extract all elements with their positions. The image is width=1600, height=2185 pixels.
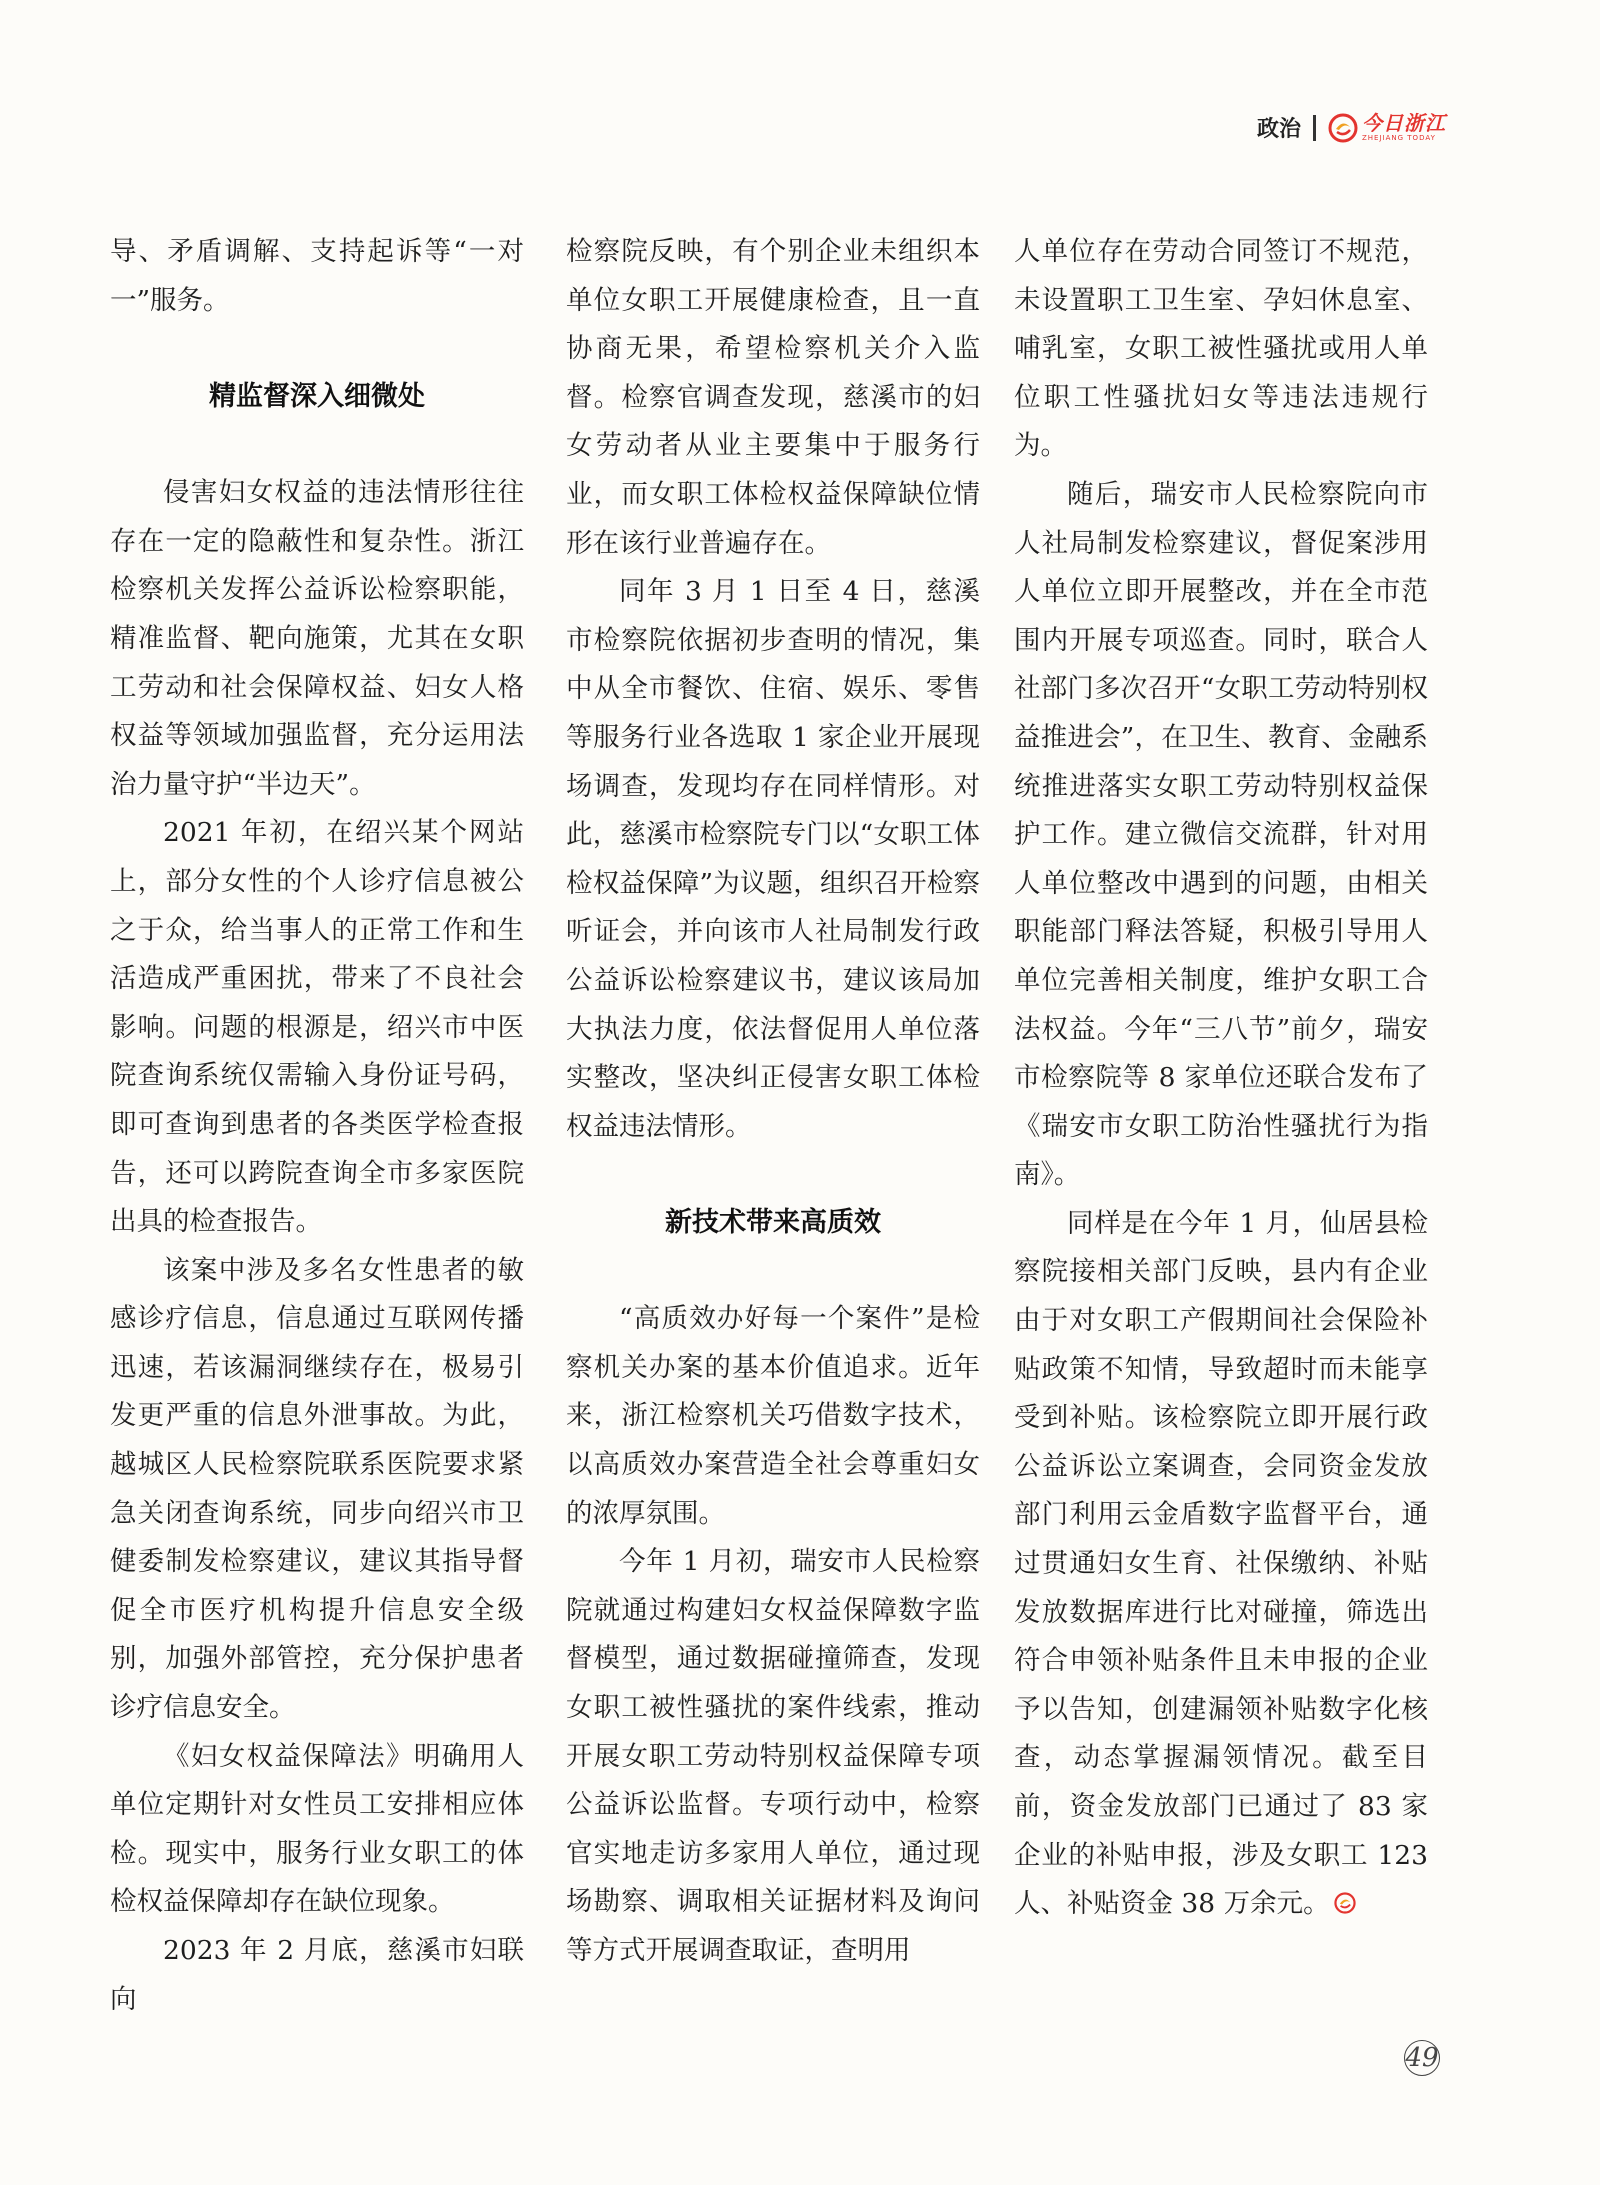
paragraph: 2021 年初，在绍兴某个网站上，部分女性的个人诊疗信息被公之于众，给当事人的正常工作和生活造成严重困扰，带来了不良社会影响。问题的根源是，绍兴市中医院查询系统仅需输入身份证号码，即可查询到患者的各类医学检查报告，还可以跨院查询全市多家医院出具的检查报告。 xyxy=(110,817,524,1238)
column-3 xyxy=(1014,228,1428,1929)
page-number: 49 xyxy=(1404,2040,1440,2076)
column-2 xyxy=(566,228,980,1976)
logo-english-text: ZHEJIANG TODAY xyxy=(1362,134,1436,142)
paragraph: 《妇女权益保障法》明确用人单位定期针对女性员工安排相应体检。现实中，服务行业女职工的体检权益保障却存在缺位现象。 xyxy=(110,1740,524,1918)
paragraph: 今年 1 月初，瑞安市人民检察院就通过构建妇女权益保障数字监督模型，通过数据碰撞筛查，发现女职工被性骚扰的案件线索，推动开展女职工劳动特别权益保障专项公益诉讼监督。专项行动中，检察官实地走访多家用人单位，通过现场勘察、调取相关证据材料及询问等方式开展调查取证，查明用 xyxy=(566,1546,980,1966)
paragraph: 人单位存在劳动合同签订不规范，未设置职工卫生室、孕妇休息室、哺乳室，女职工被性骚扰或用人单位职工性骚扰妇女等违法违规行为。 xyxy=(1014,236,1428,462)
subheading: 新技术带来高质效 xyxy=(665,1207,881,1239)
header-divider xyxy=(1313,115,1316,141)
column-1 xyxy=(110,228,524,2024)
subheading: 精监督深入细微处 xyxy=(209,381,425,413)
logo-chinese-text: 今日浙江 xyxy=(1362,111,1446,135)
paragraph: 2023 年 2 月底，慈溪市妇联向 xyxy=(110,1935,524,2015)
paragraph: 导、矛盾调解、支持起诉等“一对一”服务。 xyxy=(110,236,524,316)
paragraph-last xyxy=(1014,1200,1428,1929)
paragraph: 随后，瑞安市人民检察院向市人社局制发检察建议，督促案涉用人单位立即开展整改，并在全市范围内开展专项巡查。同时，联合人社部门多次召开“女职工劳动特别权益推进会”，在卫生、教育、金融系统推进落实女职工劳动特别权益保护工作。建立微信交流群，针对用人单位整改中遇到的问题，由相关职能部门释法答疑，积极引导用人单位完善相关制度，维护女职工合法权益。今年“三八节”前夕，瑞安市检察院等 8 家单位还联合发布了《瑞安市女职工防治性骚扰行为指南》。 xyxy=(1014,478,1428,1191)
paragraph: “高质效办好每一个案件”是检察机关办案的基本价值追求。近年来，浙江检察机关巧借数字技术，以高质效办案营造全社会尊重妇女的浓厚氛围。 xyxy=(566,1303,980,1529)
logo-swirl-icon xyxy=(1328,113,1358,143)
paragraph: 同年 3 月 1 日至 4 日，慈溪市检察院依据初步查明的情况，集中从全市餐饮、住宿、娱乐、零售等服务行业各选取 1 家企业开展现场调查，发现均存在同样情形。对此，慈溪市检察院专门以“女职工体检权益保障”为议题，组织召开检察听证会，并向该市人社局制发行政公益诉讼检察建议书，建议该局加大执法力度，依法督促用人单位落实整改，坚决纠正侵害女职工体检权益违法情形。 xyxy=(566,576,980,1142)
paragraph-text: 同样是在今年 1 月，仙居县检察院接相关部门反映，县内有企业由于对女职工产假期间社会保险补贴政策不知情，导致超时而未能享受到补贴。该检察院立即开展行政公益诉讼立案调查，会同资金发放部门利用云金盾数字监督平台，通过贯通妇女生育、社保缴纳、补贴发放数据库进行比对碰撞，筛选出符合申领补贴条件且未申报的企业予以告知，创建漏领补贴数字化核查，动态掌握漏领情况。截至目前，资金发放部门已通过了 83 家企业的补贴申报，涉及女职工 123 人、补贴资金 38 万余元。 xyxy=(1014,1207,1428,1920)
end-mark-icon xyxy=(1334,1892,1356,1914)
paragraph: 检察院反映，有个别企业未组织本单位女职工开展健康检查，且一直协商无果，希望检察机关介入监督。检察官调查发现，慈溪市的妇女劳动者从业主要集中于服务行业，而女职工体检权益保障缺位情形在该行业普遍存在。 xyxy=(566,236,980,559)
page-header xyxy=(1257,112,1446,143)
magazine-logo xyxy=(1328,113,1446,143)
section-label: 政治 xyxy=(1256,117,1301,142)
paragraph: 该案中涉及多名女性患者的敏感诊疗信息，信息通过互联网传播迅速，若该漏洞继续存在，极易引发更严重的信息外泄事故。为此，越城区人民检察院联系医院要求紧急关闭查询系统，同步向绍兴市卫健委制发检察建议，建议其指导督促全市医疗机构提升信息安全级别，加强外部管控，充分保护患者诊疗信息安全。 xyxy=(110,1254,524,1724)
article-body xyxy=(110,228,1440,2015)
paragraph: 侵害妇女权益的违法情形往往存在一定的隐蔽性和复杂性。浙江检察机关发挥公益诉讼检察职能，精准监督、靶向施策，尤其在女职工劳动和社会保障权益、妇女人格权益等领域加强监督，充分运用法治力量守护“半边天”。 xyxy=(110,477,524,800)
